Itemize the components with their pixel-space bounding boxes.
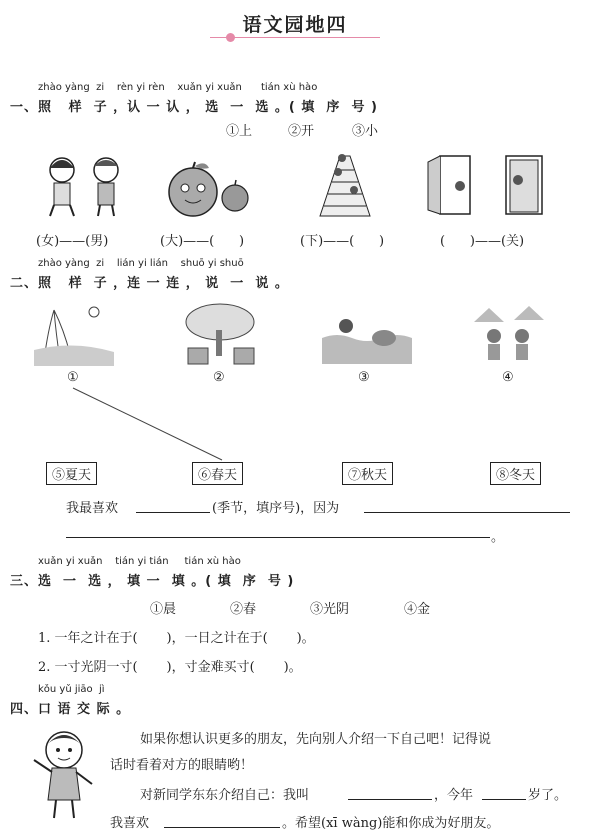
scene-number-2: ② (213, 370, 225, 385)
name-blank[interactable] (348, 785, 432, 804)
girl-illustration (20, 724, 110, 824)
intro-name-label: 对新同学东东介绍自己：我叫 (140, 788, 310, 803)
pair-3: (下)——( ) (300, 234, 385, 249)
section3-option-2: ②春 (230, 602, 257, 617)
pair-4: ( )——(关) (440, 234, 525, 249)
reason-blank-1[interactable] (364, 498, 570, 517)
section3-option-3: ③光阴 (310, 602, 350, 617)
intro-hobby-label: 我喜欢 (110, 816, 150, 831)
section1-option-1: ①上 (226, 124, 253, 139)
season-winter-box: ⑧冬天 (490, 462, 541, 485)
question-1: 1. 一年之计在于( )，一日之计在于( )。 (38, 631, 315, 646)
reason-blank-2[interactable] (66, 523, 490, 542)
section1-option-3: ③小 (352, 124, 379, 139)
section3-option-1: ①晨 (150, 602, 177, 617)
favorite-season-blank[interactable] (136, 498, 210, 517)
section4-pinyin: kǒu yǔ jiāo jì (38, 684, 105, 695)
season-autumn-box: ⑦秋天 (342, 462, 393, 485)
season-spring-box: ⑥春天 (192, 462, 243, 485)
section3-pinyin: xuǎn yi xuǎn tián yi tián tián xù hào (38, 556, 241, 567)
intro-line-2: 话时看着对方的眼睛哟！ (110, 758, 254, 773)
scene-number-1: ① (67, 370, 79, 385)
section1-heading: 一、照 样 子 ，认 一 认 ， 选 一 选 。( 填 序 号 ) (10, 100, 378, 115)
intro-hope-text: 。希望(xī wàng)能和你成为好朋友。 (282, 816, 500, 831)
intro-line-1: 如果你想认识更多的朋友，先向别人介绍一下自己吧！记得说 (140, 732, 492, 747)
section4-heading: 四、口 语 交 际 。 (10, 702, 131, 717)
intro-age-label: ，今年 (434, 788, 474, 803)
pair-1: (女)——(男) (36, 234, 109, 249)
age-blank[interactable] (482, 785, 526, 804)
sentence-end-mark: 。 (491, 530, 505, 545)
section1-option-2: ②开 (288, 124, 315, 139)
pair-2: (大)——( ) (160, 234, 245, 249)
question-2: 2. 一寸光阴一寸( )，寸金难买寸( )。 (38, 660, 302, 675)
scene-number-3: ③ (358, 370, 370, 385)
section2-pinyin: zhào yàng zi lián yi lián shuō yi shuō (38, 258, 244, 269)
intro-age-suffix: 岁了。 (528, 788, 568, 803)
section2-heading: 二、照 样 子 ，连 一 连 ， 说 一 说 。 (10, 276, 289, 291)
season-summer-box: ⑤夏天 (46, 462, 97, 485)
section3-heading: 三、选 一 选 ， 填 一 填 。( 填 序 号 ) (10, 574, 295, 589)
scene-number-4: ④ (502, 370, 514, 385)
section3-option-4: ④金 (404, 602, 431, 617)
page-title: 语文园地四 (242, 14, 348, 36)
section1-pinyin: zhào yàng zi rèn yi rèn xuǎn yi xuǎn tián xù hào (38, 82, 318, 93)
favorite-season-label: 我最喜欢 (66, 501, 119, 516)
favorite-season-reason-label: (季节，填序号)，因为 (212, 501, 340, 516)
hobby-blank[interactable] (164, 813, 280, 832)
